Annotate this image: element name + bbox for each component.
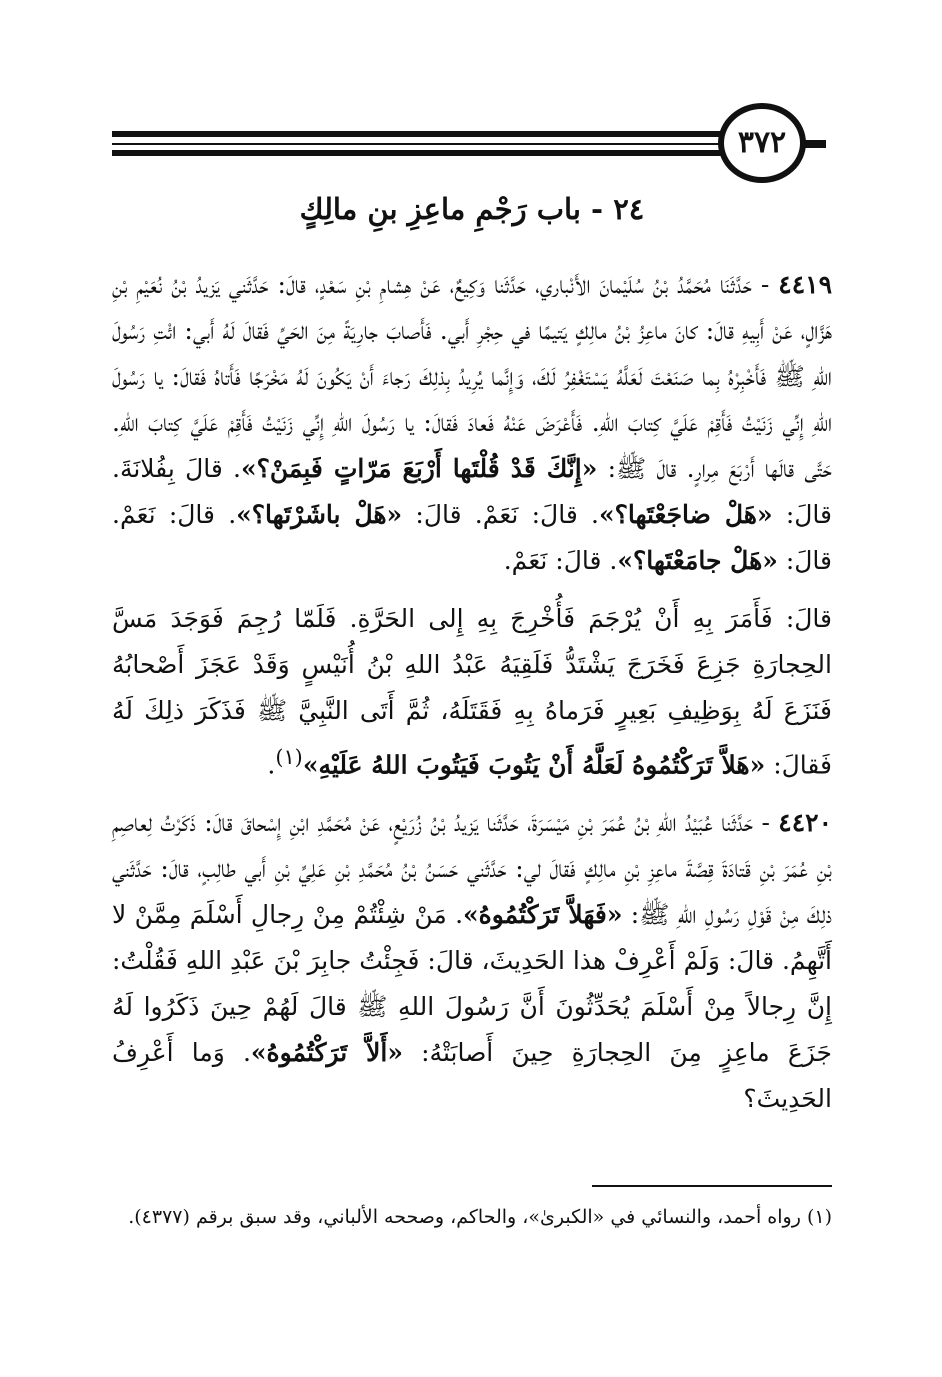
footnote-text: رواه أحمد، والنسائي في «الكبرىٰ»، والحاكم، وصححه الألباني، وقد سبق برقم (٤٣٧٧). bbox=[128, 1206, 807, 1228]
hadith-number: ٤٤١٩ bbox=[778, 270, 832, 299]
page-number-badge bbox=[718, 103, 806, 183]
hadith-text: - حَدَّثَنا عُبَيْدُ اللهِ بْنُ عُمَرَ بْنِ مَيْسَرَةَ، حَدَّثَنا يَزيدُ بْنُ زُرَيْعٍ، عَنْ مُحَمَّدِ ابْنِ إِسْحاقَ قالَ: ذَكَرْتُ لِعاصِمِ بْنِ عُمَرَ بْنِ قَتادَةَ قِصَّةَ ماعِزِ بْنِ مالِكٍ فَقالَ لي: حَدَّثَني حَسَنُ بْنُ مُحَمَّدِ بْنِ عَلِيِّ بْنِ أَبي طالِبٍ، قالَ: حَدَّثَني ذلِكَ مِنْ قَوْلِ رَسُولِ اللهِ ﷺ: bbox=[112, 808, 833, 930]
footnote-marker: (١) bbox=[806, 1206, 832, 1228]
hadith-text: . مَنْ شِئْتُمْ مِنْ رِجالِ أَسْلَمَ مِمَّنْ لا أَتَّهِمُ. قالَ: وَلَمْ أَعْرِفْ هذا الحَدِيثَ، قالَ: فَجِئْتُ جابِرَ بْنَ عَبْدِ اللهِ فَقُلْتُ: إِنَّ رِجالاً مِنْ أَسْلَمَ يُحَدِّثُونَ أَنَّ رَسُولَ اللهِ ﷺ قالَ لَهُمْ حِينَ ذَكَرُوا لَهُ جَزَعَ ماعِزٍ مِنَ الحِجارَةِ حِينَ أَصابَتْهُ: bbox=[112, 900, 833, 1068]
prophet-quote: «أَلاَّ تَرَكْتُمُوهُ» bbox=[250, 1038, 403, 1068]
main-text bbox=[112, 262, 832, 1134]
prophet-quote: «هَلْ ضاجَعْتَها؟» bbox=[598, 500, 773, 529]
prophet-quote: «هَلاَّ تَرَكْتُمُوهُ لَعَلَّهُ أَنْ يَتُوبَ فَيَتُوبَ اللهُ عَلَيْهِ» bbox=[302, 750, 766, 780]
hadith-text: . قالَ: نَعَمْ. bbox=[503, 546, 618, 575]
header-rule-top bbox=[112, 131, 724, 137]
hadith-text: . bbox=[267, 750, 276, 780]
hadith-text: . قالَ: نَعَمْ. قالَ: bbox=[112, 500, 832, 575]
footnote-separator bbox=[592, 1185, 832, 1187]
prophet-quote: «فَهَلاَّ تَرَكْتُمُوهُ» bbox=[463, 900, 623, 930]
footnote bbox=[112, 1200, 832, 1234]
hadith-number: ٤٤٢٠ bbox=[778, 808, 832, 838]
page-number: ٣٧٢ bbox=[737, 125, 787, 160]
hadith-text: . قالَ بِفُلانَةَ. قالَ: bbox=[112, 454, 832, 529]
hadith-4419-continuation bbox=[112, 596, 832, 788]
hadith-4419 bbox=[112, 262, 832, 584]
hadith-4420 bbox=[112, 800, 832, 1122]
header-rule-bottom bbox=[112, 150, 724, 156]
hadith-text: - حَدَّثَنَا مُحَمَّدُ بْنُ سُلَيْمانَ الأَنْباري، حَدَّثَنا وَكِيعٌ، عَنْ هِشامِ بْنِ سَعْدٍ، قالَ: حَدَّثَني يَزيدُ بْنُ نُعَيْمِ بْنِ هَزَّالٍ، عَنْ أَبِيهِ قالَ: كانَ ماعِزُ بْنُ مالِكٍ يَتيمًا في حِجْرِ أَبي. فَأَصابَ جارِيَةً مِنَ الحَيِّ فَقالَ لَهُ أَبي: ائْتِ رَسُولَ اللهِ ﷺ فَأَخْبِرْهُ بِما صَنَعْتَ لَعَلَّهُ يَسْتَغْفِرُ لَكَ، وَإِنَّما يُرِيدُ بِذلِكَ رَجاءَ أَنْ يَكُونَ لَهُ مَخْرَجًا فَأَتاهُ فَقالَ: يا رَسُولَ اللهِ إِنِّي زَنَيْتُ فَأَقِمْ عَلَيَّ كِتابَ اللهِ. فَأَعْرَضَ عَنْهُ فَعادَ فَقالَ: يا رَسُولَ اللهِ إِنِّي زَنَيْتُ فَأَقِمْ عَلَيَّ كِتابَ اللهِ. حَتَّى قالَها أَرْبَعَ مِرارٍ. قالَ ﷺ: bbox=[112, 270, 833, 483]
prophet-quote: «إِنَّكَ قَدْ قُلْتَها أَرْبَعَ مَرّاتٍ فَبِمَنْ؟» bbox=[241, 454, 598, 483]
footnote-reference[interactable]: (١) bbox=[275, 745, 303, 769]
prophet-quote: «هَلْ جامَعْتَها؟» bbox=[617, 546, 778, 575]
hadith-text: . وَما أَعْرِفُ الحَدِيثَ؟ bbox=[112, 1038, 832, 1114]
header-rule-middle bbox=[112, 143, 724, 145]
prophet-quote: «هَلْ باشَرْتَها؟» bbox=[236, 500, 403, 529]
hadith-text: . قالَ: نَعَمْ. قالَ: bbox=[402, 500, 599, 529]
chapter-title: ٢٤ - باب رَجْمِ ماعِزِ بنِ مالِكٍ bbox=[299, 192, 645, 226]
hadith-text: قالَ: فَأَمَرَ بِهِ أَنْ يُرْجَمَ فَأُخْرِجَ بِهِ إِلى الحَرَّةِ. فَلَمّا رُجِمَ فَوَجَدَ مَسَّ الحِجارَةِ جَزِعَ فَخَرَجَ يَشْتَدُّ فَلَقِيَهُ عَبْدُ اللهِ بْنُ أُنَيْسٍ وَقَدْ عَجَزَ أَصْحابُهُ فَنَزَعَ لَهُ بِوَظِيفِ بَعِيرٍ فَرَماهُ بِهِ فَقَتَلَهُ، ثُمَّ أَتَى النَّبِيَّ ﷺ فَذَكَرَ ذلِكَ لَهُ فَقالَ: bbox=[112, 604, 832, 780]
